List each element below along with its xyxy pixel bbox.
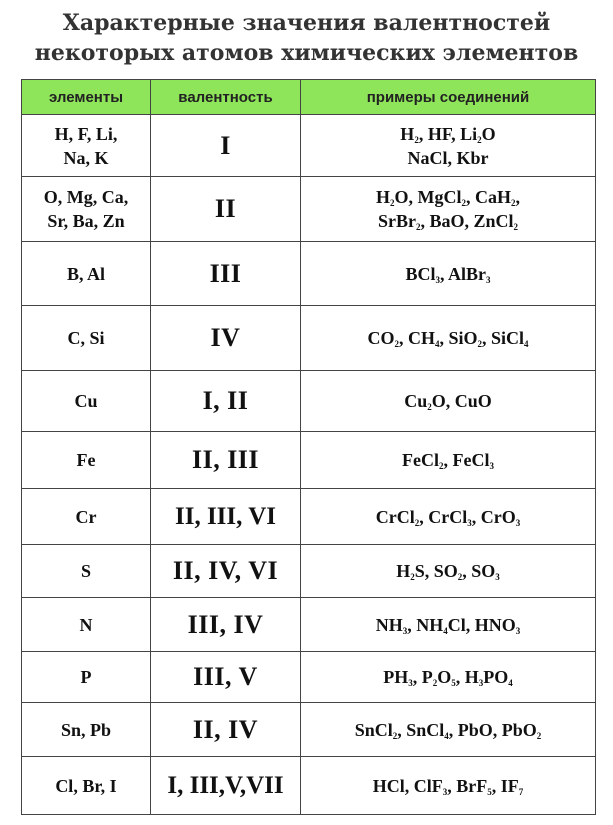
formula-text: , SiCl	[482, 328, 525, 348]
elements-line: Cr	[75, 506, 97, 527]
elements-line: Sn, Pb	[60, 719, 112, 740]
formula-text: SrBr	[377, 211, 416, 231]
formula-subscript: 5	[487, 786, 492, 797]
compounds-cell	[301, 306, 596, 371]
formula-subscript: 2	[390, 198, 395, 208]
elements-line: C, Si	[67, 328, 105, 348]
formula-text: , FeCl	[443, 450, 490, 470]
table-row	[22, 757, 596, 815]
compounds-line	[301, 262, 595, 286]
formula-subscript: 2	[414, 134, 419, 145]
valence-cell: III	[151, 242, 301, 306]
formula-subscript: 3	[515, 517, 521, 528]
compounds-line	[301, 389, 595, 413]
compounds-cell	[301, 371, 596, 432]
compounds-line	[301, 448, 595, 472]
valence-cell: I	[151, 115, 301, 177]
compounds-line	[301, 559, 595, 583]
elements-line: B, Al	[66, 263, 105, 284]
formula-text: , CrO	[471, 506, 516, 527]
formula-text: , BrF	[447, 775, 488, 796]
table-row	[22, 306, 596, 371]
compounds-line	[301, 665, 595, 689]
formula-subscript: 3	[467, 517, 472, 528]
formula-subscript: 5	[451, 678, 456, 688]
formula-text: O, CuO	[431, 391, 492, 411]
formula-text: , SiO	[439, 328, 478, 348]
table-row	[22, 489, 596, 545]
elements-cell	[22, 703, 151, 757]
compounds-cell	[301, 703, 596, 757]
elements-line: Cu	[74, 391, 98, 411]
table-row	[22, 703, 596, 757]
elements-line: Fe	[76, 450, 96, 470]
title-line-2: некоторых атомов химических элементов	[34, 40, 579, 66]
formula-subscript: 2	[477, 339, 482, 349]
valence-cell: II, IV	[151, 703, 301, 757]
elements-cell	[22, 432, 151, 489]
compounds-cell	[301, 115, 596, 177]
header-valence: валентность	[151, 80, 301, 115]
compounds-cell	[301, 489, 596, 545]
formula-subscript: 2	[511, 198, 516, 208]
compounds-line	[301, 146, 595, 170]
elements-cell	[22, 545, 151, 598]
formula-text: , IF	[491, 775, 519, 796]
formula-text: S, SO	[414, 561, 458, 581]
table-row	[22, 432, 596, 489]
valence-cell: III, IV	[151, 598, 301, 652]
elements-line: O, Mg, Ca,	[43, 187, 129, 207]
formula-text: , CrCl	[419, 506, 468, 527]
elements-cell	[22, 242, 151, 306]
compounds-line	[301, 209, 595, 233]
elements-line: Na, K	[63, 147, 109, 168]
formula-text: CrCl	[375, 506, 415, 527]
compounds-cell	[301, 432, 596, 489]
formula-text: ,	[515, 187, 520, 207]
elements-line: Sr, Ba, Zn	[47, 211, 125, 231]
elements-line: Cl, Br, I	[55, 775, 117, 796]
formula-subscript: 3	[489, 461, 494, 471]
formula-subscript: 2	[415, 222, 421, 232]
table-row	[22, 242, 596, 306]
valence-cell: II, III, VI	[151, 489, 301, 545]
compounds-line	[301, 326, 595, 350]
formula-text: Cu	[404, 391, 428, 411]
elements-cell	[22, 115, 151, 177]
elements-line: S	[80, 561, 91, 581]
table-row	[22, 598, 596, 652]
formula-text: H	[396, 561, 411, 581]
formula-subscript: 3	[408, 678, 413, 688]
elements-cell	[22, 598, 151, 652]
formula-text: , BaO, ZnCl	[420, 211, 514, 231]
elements-cell	[22, 371, 151, 432]
formula-text: FeCl	[402, 450, 439, 470]
formula-text: , SnCl	[397, 719, 445, 740]
formula-subscript: 3	[442, 786, 448, 797]
formula-subscript: 4	[508, 678, 513, 688]
elements-line: H, F, Li,	[54, 123, 118, 144]
valence-cell: IV	[151, 306, 301, 371]
formula-text: , SO	[462, 561, 496, 581]
valence-cell: II, III	[151, 432, 301, 489]
compounds-line	[301, 505, 595, 529]
compounds-line	[301, 613, 595, 637]
formula-subscript: 4	[444, 730, 449, 741]
formula-subscript: 2	[439, 461, 444, 471]
valence-cell: II	[151, 177, 301, 242]
compounds-cell	[301, 652, 596, 703]
formula-subscript: 2	[513, 222, 519, 232]
formula-subscript: 2	[392, 730, 398, 741]
formula-subscript: 2	[457, 572, 463, 582]
elements-line: N	[79, 614, 93, 635]
formula-subscript: 3	[515, 625, 521, 636]
elements-cell	[22, 652, 151, 703]
valence-cell: I, II	[151, 371, 301, 432]
formula-text: , PbO, PbO	[448, 719, 537, 740]
table-header	[22, 80, 596, 115]
formula-subscript: 2	[461, 198, 466, 208]
formula-text: Cl, HNO	[447, 614, 516, 635]
valence-cell: II, IV, VI	[151, 545, 301, 598]
formula-subscript: 2	[414, 517, 420, 528]
formula-text: O	[437, 667, 452, 687]
compounds-line	[301, 122, 595, 146]
compounds-line	[301, 718, 595, 742]
valence-cell: I, III,V,VII	[151, 757, 301, 815]
formula-text: PO	[483, 667, 509, 687]
compounds-cell	[301, 757, 596, 815]
formula-text: O	[481, 123, 496, 144]
formula-text: , H	[455, 667, 479, 687]
header-row	[22, 80, 596, 115]
formula-subscript: 2	[477, 134, 482, 145]
compounds-line	[301, 185, 595, 209]
formula-text: , AlBr	[440, 263, 487, 284]
formula-text: H	[400, 123, 415, 144]
table-row	[22, 177, 596, 242]
formula-subscript: 2	[394, 339, 399, 349]
formula-subscript: 3	[495, 572, 500, 582]
formula-text: NaCl, Kbr	[407, 147, 489, 168]
formula-subscript: 2	[410, 572, 415, 582]
formula-subscript: 7	[518, 786, 524, 797]
formula-text: , CH	[398, 328, 435, 348]
valence-table	[21, 79, 596, 815]
table-row	[22, 371, 596, 432]
elements-cell	[22, 757, 151, 815]
formula-subscript: 4	[524, 339, 529, 349]
formula-subscript: 3	[486, 274, 491, 285]
elements-cell	[22, 489, 151, 545]
table-row	[22, 115, 596, 177]
formula-text: , P	[412, 667, 433, 687]
formula-text: O, MgCl	[394, 187, 462, 207]
compounds-line	[301, 774, 595, 798]
formula-subscript: 2	[427, 402, 432, 412]
formula-text: NH	[375, 614, 403, 635]
compounds-cell	[301, 545, 596, 598]
compounds-cell	[301, 242, 596, 306]
compounds-cell	[301, 177, 596, 242]
formula-text: , CaH	[466, 187, 511, 207]
formula-subscript: 4	[434, 339, 440, 349]
formula-subscript: 3	[478, 678, 484, 688]
table-row	[22, 545, 596, 598]
formula-subscript: 3	[402, 625, 408, 636]
compounds-cell	[301, 598, 596, 652]
formula-subscript: 4	[443, 625, 448, 636]
formula-text: H	[375, 187, 390, 207]
formula-subscript: 2	[536, 730, 542, 741]
formula-text: BCl	[405, 263, 436, 284]
formula-text: HCl, ClF	[372, 775, 443, 796]
table-body	[22, 115, 596, 815]
formula-text: PH	[383, 667, 409, 687]
formula-text: , NH	[407, 614, 444, 635]
valence-cell: III, V	[151, 652, 301, 703]
page-title	[0, 8, 613, 68]
elements-cell	[22, 306, 151, 371]
table-row	[22, 652, 596, 703]
formula-text: , HF, Li	[418, 123, 478, 144]
formula-subscript: 2	[432, 678, 438, 688]
formula-subscript: 3	[435, 274, 440, 285]
formula-text: CO	[367, 328, 395, 348]
title-line-1: Характерные значения валентностей	[62, 10, 551, 36]
header-compounds: примеры соединений	[301, 80, 596, 115]
formula-text: SnCl	[354, 719, 393, 740]
header-elements: элементы	[22, 80, 151, 115]
elements-cell	[22, 177, 151, 242]
elements-line: P	[80, 667, 92, 687]
